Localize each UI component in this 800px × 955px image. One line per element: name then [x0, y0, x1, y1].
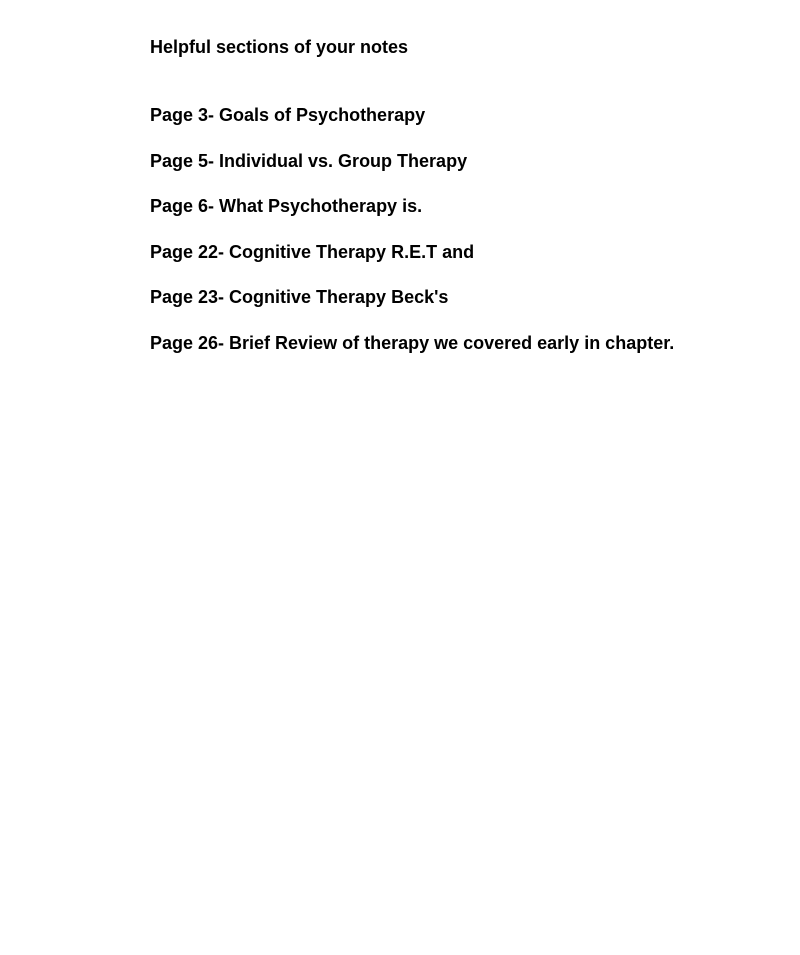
list-item: Page 3- Goals of Psychotherapy	[150, 105, 426, 125]
notes-content	[150, 36, 780, 378]
page-title: Helpful sections of your notes	[150, 37, 409, 57]
notes-section-list	[150, 104, 780, 354]
list-item: Page 23- Cognitive Therapy Beck's	[150, 287, 449, 308]
list-item: Page 5- Individual vs. Group Therapy	[150, 150, 468, 171]
list-item: Page 22- Cognitive Therapy R.E.T and	[150, 241, 475, 262]
list-item: Page 6- What Psychotherapy is.	[150, 196, 423, 217]
list-item: Page 26- Brief Review of therapy we covered early in chapter.	[150, 332, 675, 353]
